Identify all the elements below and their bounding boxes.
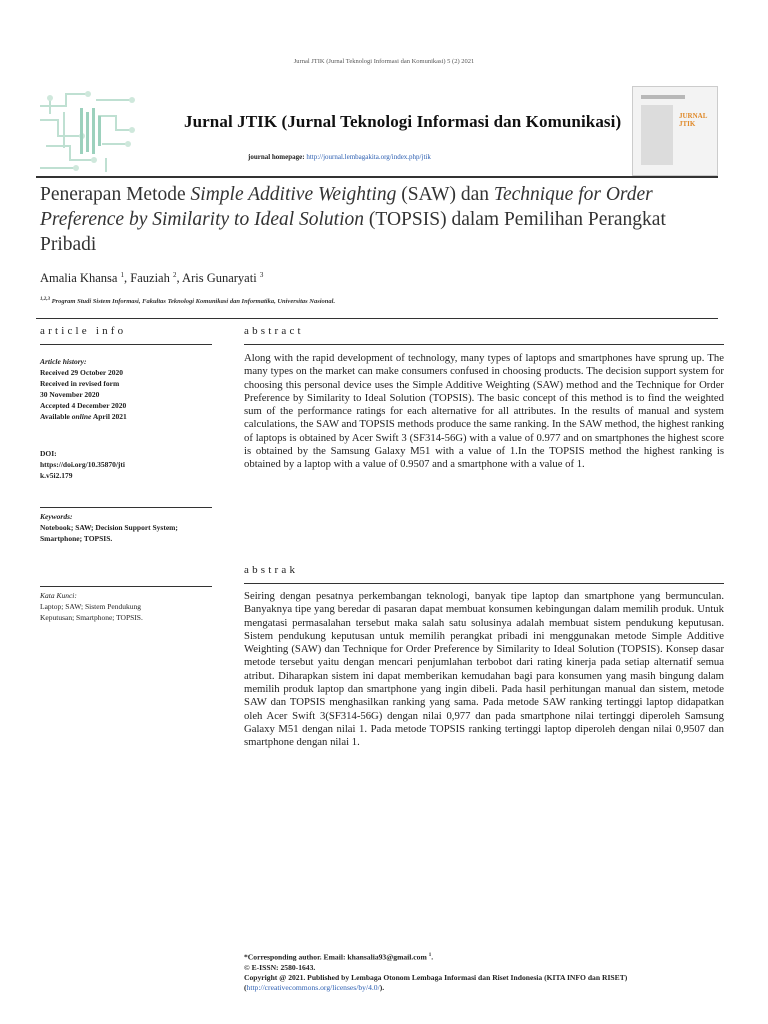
affiliation bbox=[40, 297, 335, 305]
license-link[interactable]: http://creativecommons.org/licenses/by/4.0/ bbox=[246, 983, 380, 993]
title-part: (SAW) dan bbox=[396, 184, 494, 205]
article-history bbox=[40, 356, 212, 422]
homepage-label: journal homepage: bbox=[248, 153, 305, 161]
affiliation-text: Program Studi Sistem Informasi, Fakultas Teknologi Komunikasi dan Informatika, Universitas Nasional. bbox=[51, 298, 336, 306]
doi-link-cont[interactable]: k.v5i2.179 bbox=[40, 471, 73, 480]
license-paren: ). bbox=[379, 983, 385, 993]
revised-label: Received in revised form bbox=[40, 379, 120, 388]
affiliation-mark: 1,2,3 bbox=[40, 297, 50, 302]
footnotes bbox=[244, 951, 749, 993]
author-list: Amalia Khansa $^1$, Fauziah $^2$, Aris Gunaryati $^3$ bbox=[40, 271, 264, 286]
cover-text: JURNAL JTIK bbox=[679, 112, 708, 128]
received-date: Received 29 October 2020 bbox=[40, 368, 123, 377]
kata-kunci-divider bbox=[40, 586, 212, 587]
copyright: Copyright @ 2021. Published by Lembaga Otonom Lembaga Informasi dan Riset Indonesia (KITA INFO dan RISET) bbox=[244, 972, 628, 982]
abstrak-divider bbox=[244, 583, 724, 584]
available-online bbox=[40, 411, 212, 422]
corresponding-mark: 1 bbox=[428, 953, 432, 958]
author-affil-mark: 3 bbox=[259, 271, 264, 279]
header-divider bbox=[36, 318, 718, 319]
abstract-body: Along with the rapid development of technology, many types of laptops and smartphones have sprung up. The many types on the market can make consumers confused in choosing products. The decision support system for choosing this personal device uses the Simple Additive Weighting (SAW) method and the Technique for Order Preference by Similarity to Ideal Solution (TOPSIS). The basic concept of this method is to find the weighted sum of the performance ratings for each alternative for all attributes. In the results of manual and system calculations, the SAW and TOPSIS methods produce the same ranking. In the SAW method, the highest ranking of laptops is obtained by Acer Swift 3 (SF314-56G) with a value of 0.977 and on smartphones the highest score is obtained by the Samsung Galaxy M51 with a value of 1.In the TOPSIS method the highest ranking is obtained by a laptop with a value of 0.9507 and a smartphone with a value of 1. bbox=[244, 352, 724, 471]
article-history-label: Article history: bbox=[40, 357, 87, 366]
available-text: Available bbox=[40, 412, 70, 421]
title-italic-part: Simple Additive Weighting bbox=[190, 184, 397, 205]
corresponding-author: *Corresponding author. Email: khansalia93@gmail.com $^1$. bbox=[244, 952, 434, 962]
abstrak-heading: abstrak bbox=[244, 564, 299, 576]
journal-cover-thumbnail bbox=[632, 86, 718, 176]
corresponding-text: *Corresponding author. Email: khansalia93@gmail.com bbox=[244, 952, 427, 962]
available-date: April 2021 bbox=[92, 412, 127, 421]
cover-band bbox=[641, 95, 685, 99]
abstract-divider bbox=[244, 344, 724, 345]
abstrak-body: Seiring dengan pesatnya perkembangan teknologi, banyak tipe laptop dan smartphone yang bermunculan. Banyaknya tipe yang beredar di pasaran dapat membuat konsumen kebingungan dalam memilih produk. Untuk mengatasi permasalahan tersebut maka salah satu solusinya adalah membuat sistem pendukung keputusan. Sistem pendukung keputusan untuk memilih perangkat pribadi ini menggunakan metode Simple Additive Weighting (SAW) dan Technique for Order Preference by Similarity to Ideal Solution (TOPSIS). Konsep dasar metode tersebut yaitu dengan mencari penjumlahan terbobot dari rating kinerja pada setiap alternatif semua atribut. Diharapkan sistem ini dapat memberikan kemudahan bagi para konsumen yang masih bingung dalam memilih produk laptop dan smartphone yang ingin dibeli. Pada hasil perhitungan manual dan sistem, metode SAW dan TOPSIS menghasilkan ranking yang sama. Pada metode SAW ranking tertinggi laptop didapatkan oleh Acer Swift 3(SF314-56G) dengan nilai 0,977 dan pada smartphone nilai tertinggi diperoleh Samsung Galaxy M51 dengan nilai 1. Pada metode TOPSIS ranking tertinggi laptop diperoleh dengan nilai 0,9507 dan smartphone dengan nilai 1. bbox=[244, 590, 724, 749]
revised-date: 30 November 2020 bbox=[40, 390, 100, 399]
keywords-block bbox=[40, 511, 212, 544]
article-info-heading: article info bbox=[40, 325, 127, 337]
masthead-divider bbox=[36, 176, 718, 178]
author-name: Amalia Khansa bbox=[40, 271, 118, 286]
author-name: Fauziah bbox=[130, 271, 170, 286]
paper-title bbox=[40, 182, 680, 257]
journal-homepage bbox=[248, 153, 431, 161]
abstract-heading: abstract bbox=[244, 325, 304, 337]
license-paren: ( bbox=[244, 983, 247, 993]
journal-name: Jurnal JTIK (Jurnal Teknologi Informasi dan Komunikasi) bbox=[184, 112, 622, 131]
homepage-link[interactable]: http://journal.lembagakita.org/index.php/jtik bbox=[306, 153, 431, 161]
license bbox=[244, 983, 749, 993]
keywords-list: Notebook; SAW; Decision Support System; Smartphone; TOPSIS. bbox=[40, 523, 178, 543]
title-part: Penerapan Metode bbox=[40, 184, 191, 205]
journal-logo bbox=[36, 86, 136, 176]
kata-kunci-list: Laptop; SAW; Sistem Pendukung Keputusan; Smartphone; TOPSIS. bbox=[40, 602, 143, 622]
title-italic-part: Technique for Order Preference by Similarity to Ideal Solution bbox=[40, 184, 653, 230]
cover-image bbox=[641, 105, 673, 165]
author-name: Aris Gunaryati bbox=[182, 271, 257, 286]
doi-label: DOI: bbox=[40, 449, 57, 458]
doi-link[interactable]: https://doi.org/10.35870/jti bbox=[40, 460, 126, 469]
kata-kunci-label: Kata Kunci: bbox=[40, 591, 77, 600]
keywords-label: Keywords: bbox=[40, 512, 73, 521]
eissn: © E-ISSN: 2580-1643. bbox=[244, 962, 316, 972]
accepted-date: Accepted 4 December 2020 bbox=[40, 401, 127, 410]
doi-block bbox=[40, 448, 212, 481]
author-affil-mark: 2 bbox=[172, 271, 177, 279]
available-online-word: online bbox=[71, 412, 92, 421]
title-part: (TOPSIS) dalam Pemilihan Perangkat Pribadi bbox=[40, 209, 666, 255]
journal-masthead bbox=[36, 86, 718, 176]
keywords-divider bbox=[40, 507, 212, 508]
kata-kunci-block bbox=[40, 590, 212, 623]
article-info-divider bbox=[40, 344, 212, 345]
running-header: Jurnal JTIK (Jurnal Teknologi Informasi dan Komunikasi) 5 (2) 2021 bbox=[293, 58, 475, 65]
author-affil-mark: 1 bbox=[120, 271, 125, 279]
